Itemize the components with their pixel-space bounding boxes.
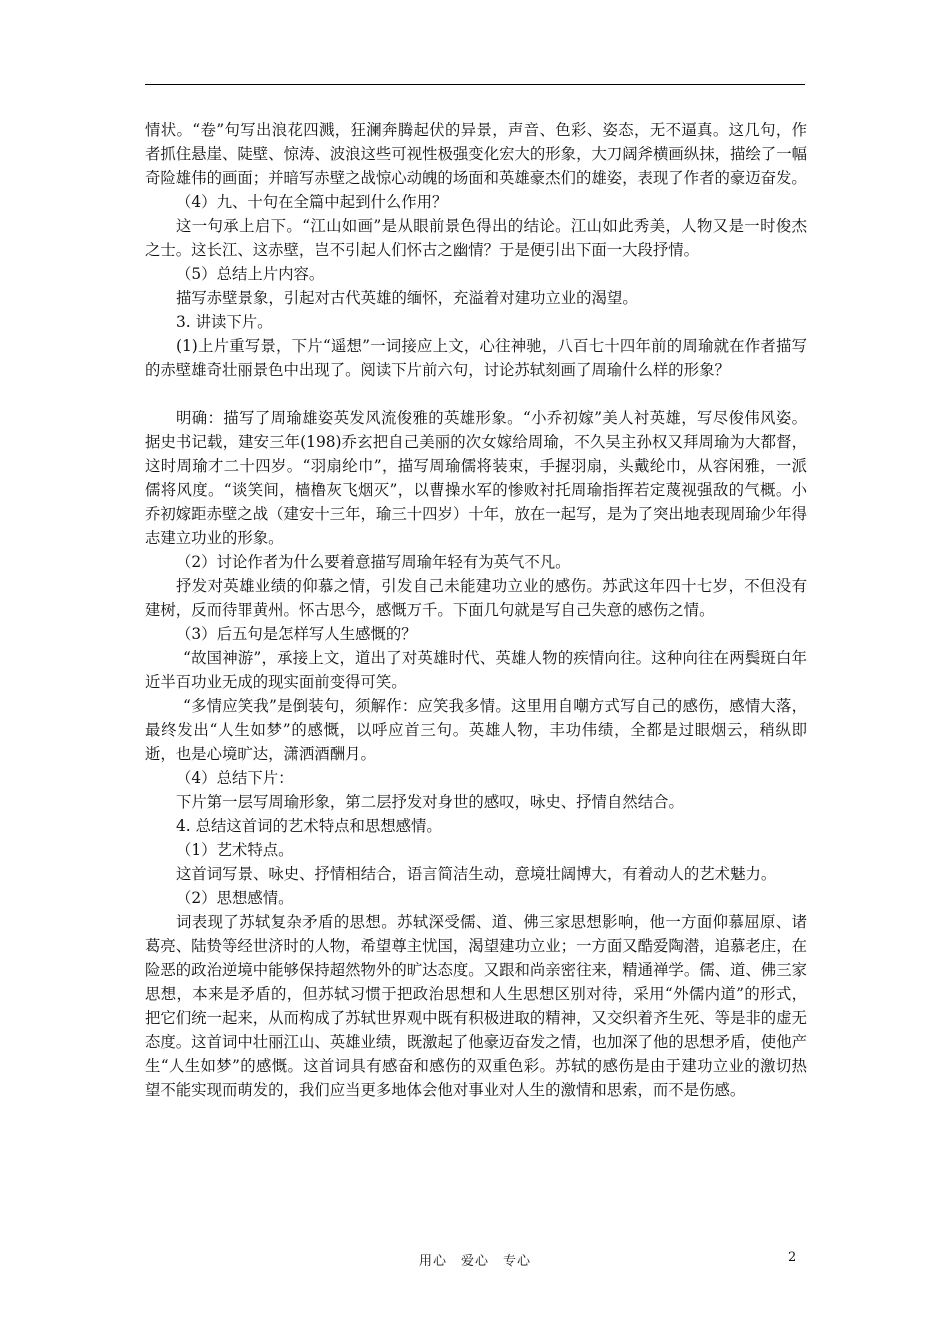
paragraph: （5）总结上片内容。 bbox=[176, 265, 325, 283]
paragraph: 3. 讲读下片。 bbox=[176, 313, 273, 331]
header-rule bbox=[145, 84, 805, 85]
paragraph: 抒发对英雄业绩的仰慕之情，引发自己未能建功立业的感伤。苏武这年四十七岁，不但没有建树，反而待罪黄州。怀古思今，感慨万千。下面几句就是写自己失意的感伤之情。 bbox=[145, 577, 807, 619]
paragraph: 4. 总结这首词的艺术特点和思想感情。 bbox=[176, 817, 442, 835]
paragraph: 情状。“卷”句写出浪花四溅，狂澜奔腾起伏的异景，声音、色彩、姿态，无不逼真。这几句，作者抓住悬崖、陡壁、惊涛、波浪这些可视性极强变化宏大的形象，大刀阔斧横画纵抹，描绘了一幅奇险雄伟的画面；并暗写赤壁之战惊心动魄的场面和英雄豪杰们的雄姿，表现了作者的豪迈奋发。 bbox=[145, 121, 807, 187]
paragraph: (1)上片重写景，下片“遥想”一词接应上文，心往神驰，八百七十四年前的周瑜就在作者描写的赤壁雄奇壮丽景色中出现了。阅读下片前六句，讨论苏轼刻画了周瑜什么样的形象？ bbox=[145, 337, 807, 379]
paragraph: 这一句承上启下。“江山如画”是从眼前景色得出的结论。江山如此秀美，人物又是一时俊杰之士。这长江、这赤壁，岂不引起人们怀古之幽情？于是便引出下面一大段抒情。 bbox=[145, 217, 807, 259]
footer-slogan: 用心 爱心 专心 bbox=[418, 1254, 531, 1269]
paragraph: “故国神游”，承接上文，道出了对英雄时代、英雄人物的疾情向往。这种向往在两鬓斑白年近半百功业无成的现实面前变得可笑。 bbox=[145, 649, 807, 691]
paragraph: “多情应笑我”是倒装句，须解作：应笑我多情。这里用自嘲方式写自己的感伤，感情大落，最终发出“人生如梦”的感慨，以呼应首三句。英雄人物，丰功伟绩，全都是过眼烟云，稍纵即逝，也是心境旷达，潇洒酒酬月。 bbox=[145, 697, 807, 763]
paragraph: 词表现了苏轼复杂矛盾的思想。苏轼深受儒、道、佛三家思想影响，他一方面仰慕屈原、诸葛亮、陆贽等经世济时的人物，希望尊主忧国，渴望建功立业；一方面又酷爱陶潜，追慕老庄，在险恶的政治逆境中能够保持超然物外的旷达态度。又跟和尚亲密往来，精通禅学。儒、道、佛三家思想，本来是矛盾的，但苏轼习惯于把政治思想和人生思想区别对待，采用“外儒内道”的形式，把它们统一起来，从而构成了苏轼世界观中既有积极进取的精神，又交织着齐生死、等是非的虚无态度。这首词中壮丽江山、英雄业绩，既激起了他豪迈奋发之情，也加深了他的思想矛盾，使他产生“人生如梦”的感慨。这首词具有感奋和感伤的双重色彩。苏轼的感伤是由于建功立业的激切热望不能实现而萌发的，我们应当更多地体会他对事业对人生的激情和思索，而不是伤感。 bbox=[145, 913, 807, 1099]
blank-line bbox=[145, 382, 807, 406]
paragraph: 这首词写景、咏史、抒情相结合，语言简洁生动，意境壮阔博大，有着动人的艺术魅力。 bbox=[176, 865, 777, 883]
paragraph: （4）九、十句在全篇中起到什么作用？ bbox=[176, 193, 448, 211]
paragraph: 明确：描写了周瑜雄姿英发风流俊雅的英雄形象。“小乔初嫁”美人衬英雄，写尽俊伟风姿。据史书记载，建安三年(198)乔玄把自己美丽的次女嫁给周瑜，不久吴主孙权又拜周瑜为大都督，这时周瑜才二十四岁。“羽扇纶巾”，描写周瑜儒将装束，手握羽扇，头戴纶巾，从容闲雅，一派儒将风度。“谈笑间，樯橹灰飞烟灭”，以曹操水军的惨败衬托周瑜指挥若定蔑视强敌的气概。小乔初嫁距赤壁之战（建安十三年，瑜三十四岁）十年，放在一起写，是为了突出地表现周瑜少年得志建立功业的形象。 bbox=[145, 409, 807, 547]
paragraph: 描写赤壁景象，引起对古代英雄的缅怀，充溢着对建功立业的渴望。 bbox=[176, 289, 638, 307]
paragraph: （3）后五句是怎样写人生感慨的？ bbox=[176, 625, 417, 643]
paragraph: （4）总结下片： bbox=[176, 769, 294, 787]
page-number: 2 bbox=[788, 1250, 797, 1265]
paragraph: 下片第一层写周瑜形象，第二层抒发对身世的感叹，咏史、抒情自然结合。 bbox=[176, 793, 684, 811]
paragraph: （2）讨论作者为什么要着意描写周瑜年轻有为英气不凡。 bbox=[176, 553, 571, 571]
paragraph: （2）思想感情。 bbox=[176, 889, 294, 907]
paragraph: （1）艺术特点。 bbox=[176, 841, 294, 859]
document-body bbox=[145, 118, 807, 1102]
